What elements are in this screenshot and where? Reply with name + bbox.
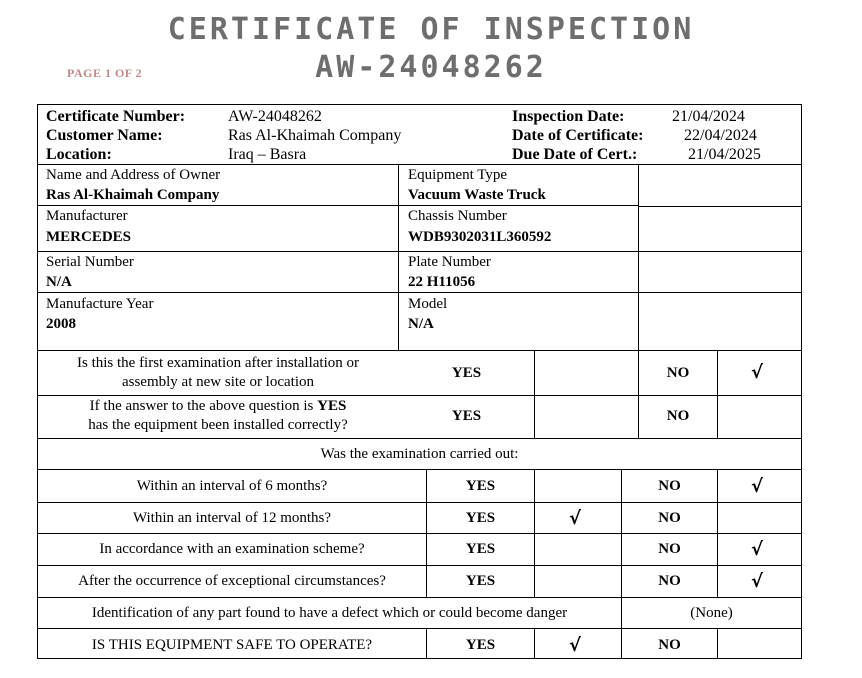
exam-row-1-no-check-icon: √ <box>751 476 764 497</box>
exam-row-exceptional: After the occurrence of exceptional circumstances? <box>78 573 386 589</box>
manufacturer-label: Manufacturer <box>46 208 128 224</box>
cert-date-value: 22/04/2024 <box>684 127 757 144</box>
exam-row-2-no: NO <box>658 510 681 526</box>
equipment-type-value: Vacuum Waste Truck <box>408 187 546 203</box>
exam-row-1-yes: YES <box>465 478 496 494</box>
chassis-value: WDB9302031L360592 <box>408 229 552 245</box>
manufacturer-value: MERCEDES <box>46 229 132 245</box>
due-date-label: Due Date of Cert.: <box>512 146 638 163</box>
q2-question: If the answer to the above question is YES has the equipment been installed correctly? <box>88 398 348 433</box>
exam-row-3-no: NO <box>658 541 681 557</box>
safe-no-label: NO <box>658 637 681 653</box>
serial-label: Serial Number <box>46 254 134 270</box>
due-date-value: 21/04/2025 <box>688 146 761 163</box>
exam-row-3-yes: YES <box>465 541 496 557</box>
exam-row-6-months: Within an interval of 6 months? <box>136 478 328 494</box>
exam-row-3-no-check-icon: √ <box>751 539 764 560</box>
exam-row-4-no: NO <box>658 573 681 589</box>
certificate-title: CERTIFICATE OF INSPECTION <box>167 12 695 47</box>
safe-question: IS THIS EQUIPMENT SAFE TO OPERATE? <box>91 637 373 653</box>
year-label: Manufacture Year <box>46 296 154 312</box>
safe-yes-check-icon: √ <box>569 635 582 656</box>
exam-row-2-yes: YES <box>465 510 496 526</box>
exam-header: Was the examination carried out: <box>320 446 519 462</box>
page-label: PAGE 1 OF 2 <box>67 66 143 80</box>
q2-yes-label: YES <box>451 408 482 424</box>
exam-row-4-no-check-icon: √ <box>751 571 764 592</box>
exam-row-scheme: In accordance with an examination scheme? <box>99 541 365 557</box>
cert-date-label: Date of Certificate: <box>512 127 644 144</box>
certificate-number-title: AW-24048262 <box>315 50 547 85</box>
equipment-type-label: Equipment Type <box>408 167 508 183</box>
owner-value: Ras Al-Khaimah Company <box>46 187 220 203</box>
safe-yes-label: YES <box>465 637 496 653</box>
exam-row-4-yes: YES <box>465 573 496 589</box>
inspection-date-value: 21/04/2024 <box>672 108 745 125</box>
year-value: 2008 <box>46 316 76 332</box>
serial-value: N/A <box>46 274 72 290</box>
q2-no-label: NO <box>666 408 690 424</box>
q1-no-check-icon: √ <box>751 362 764 383</box>
exam-row-2-yes-check-icon: √ <box>569 508 582 529</box>
cert-number-value: AW-24048262 <box>228 108 322 125</box>
location-label: Location: <box>46 146 112 163</box>
defect-answer: (None) <box>690 605 733 621</box>
q1-no-label: NO <box>666 365 690 381</box>
exam-row-12-months: Within an interval of 12 months? <box>132 510 332 526</box>
exam-row-1-no: NO <box>658 478 681 494</box>
plate-label: Plate Number <box>408 254 491 270</box>
plate-value: 22 H11056 <box>408 274 476 290</box>
inspection-date-label: Inspection Date: <box>512 108 625 125</box>
customer-value: Ras Al-Khaimah Company <box>228 127 402 144</box>
customer-label: Customer Name: <box>46 127 163 144</box>
model-value: N/A <box>408 316 434 332</box>
model-label: Model <box>408 296 448 312</box>
q1-yes-label: YES <box>451 365 482 381</box>
cert-number-label: Certificate Number: <box>46 108 186 125</box>
location-value: Iraq – Basra <box>228 146 307 163</box>
owner-label: Name and Address of Owner <box>46 167 221 183</box>
chassis-label: Chassis Number <box>408 208 507 224</box>
q1-question: Is this the first examination after installation or assembly at new site or location <box>76 355 359 390</box>
defect-question: Identification of any part found to have a defect which or could become danger <box>91 605 568 621</box>
